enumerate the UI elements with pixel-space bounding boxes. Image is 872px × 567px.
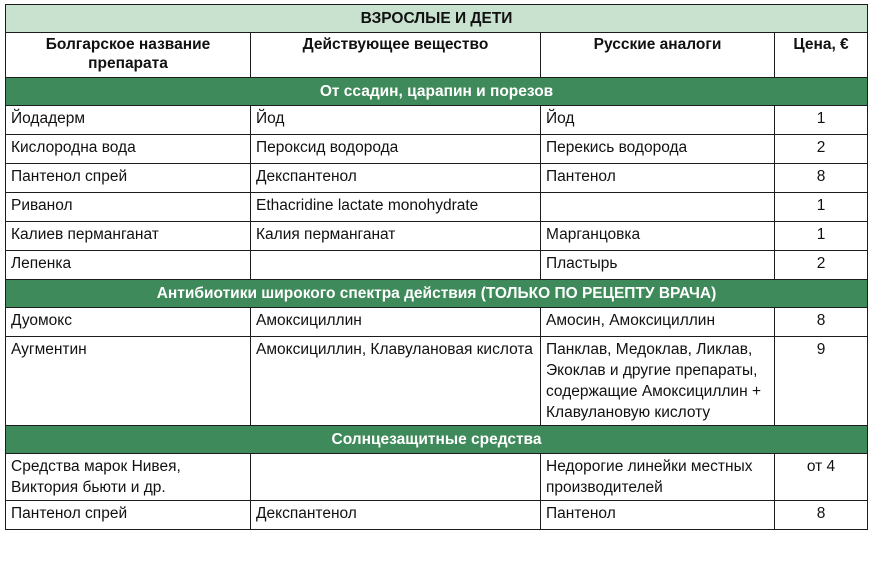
- cell-price: 8: [775, 164, 868, 193]
- table-title: ВЗРОСЛЫЕ И ДЕТИ: [6, 5, 868, 33]
- cell-bulgarian: Дуомокс: [6, 308, 251, 337]
- cell-substance: Ethacridine lactate monohydrate: [251, 193, 541, 222]
- header-bulgarian-name: Болгарское название препарата: [6, 33, 251, 78]
- cell-price: 1: [775, 106, 868, 135]
- cell-bulgarian: Аугментин: [6, 337, 251, 426]
- table-row: [6, 135, 868, 164]
- table-row: [6, 308, 868, 337]
- cell-substance: Декспантенол: [251, 501, 541, 530]
- cell-price: 1: [775, 222, 868, 251]
- cell-russian: Марганцовка: [541, 222, 775, 251]
- cell-russian: Перекись водорода: [541, 135, 775, 164]
- table-title-row: [6, 5, 868, 33]
- table-row: [6, 164, 868, 193]
- cell-bulgarian: Пантенол спрей: [6, 501, 251, 530]
- section-title: Антибиотики широкого спектра действия (ТОЛЬКО ПО РЕЦЕПТУ ВРАЧА): [6, 280, 868, 308]
- cell-russian: Недорогие линейки местных производителей: [541, 454, 775, 501]
- cell-substance: [251, 251, 541, 280]
- cell-bulgarian: Лепенка: [6, 251, 251, 280]
- medicine-table: [5, 4, 868, 530]
- cell-bulgarian: Средства марок Нивея, Виктория бьюти и др.: [6, 454, 251, 501]
- cell-russian: Пантенол: [541, 164, 775, 193]
- section-title: Солнцезащитные средства: [6, 426, 868, 454]
- cell-price: 8: [775, 308, 868, 337]
- section-row-antibiotics: [6, 280, 868, 308]
- cell-substance: Амоксициллин: [251, 308, 541, 337]
- header-price: Цена, €: [775, 33, 868, 78]
- cell-russian: Панклав, Медоклав, Ликлав, Экоклав и другие препараты, содержащие Амоксициллин + Клавулановую кислоту: [541, 337, 775, 426]
- table-row: [6, 251, 868, 280]
- cell-price: от 4: [775, 454, 868, 501]
- cell-russian: Йод: [541, 106, 775, 135]
- cell-price: 8: [775, 501, 868, 530]
- header-active-substance: Действующее вещество: [251, 33, 541, 78]
- cell-substance: [251, 454, 541, 501]
- table-row: [6, 193, 868, 222]
- cell-price: 9: [775, 337, 868, 426]
- cell-price: 1: [775, 193, 868, 222]
- table-row: [6, 454, 868, 501]
- cell-substance: Калия перманганат: [251, 222, 541, 251]
- cell-substance: Декспантенол: [251, 164, 541, 193]
- cell-price: 2: [775, 251, 868, 280]
- cell-russian: Пантенол: [541, 501, 775, 530]
- cell-russian: Амосин, Амоксициллин: [541, 308, 775, 337]
- cell-substance: Йод: [251, 106, 541, 135]
- cell-russian: Пластырь: [541, 251, 775, 280]
- table-row: [6, 501, 868, 530]
- table-row: [6, 337, 868, 426]
- table-row: [6, 106, 868, 135]
- cell-bulgarian: Калиев перманганат: [6, 222, 251, 251]
- cell-price: 2: [775, 135, 868, 164]
- column-header-row: [6, 33, 868, 78]
- section-row-wounds: [6, 78, 868, 106]
- cell-russian: [541, 193, 775, 222]
- cell-substance: Амоксициллин, Клавулановая кислота: [251, 337, 541, 426]
- cell-bulgarian: Пантенол спрей: [6, 164, 251, 193]
- cell-bulgarian: Риванол: [6, 193, 251, 222]
- header-russian-analogs: Русские аналоги: [541, 33, 775, 78]
- section-row-sunscreen: [6, 426, 868, 454]
- cell-bulgarian: Йодадерм: [6, 106, 251, 135]
- cell-substance: Пероксид водорода: [251, 135, 541, 164]
- cell-bulgarian: Кислородна вода: [6, 135, 251, 164]
- table-row: [6, 222, 868, 251]
- section-title: От ссадин, царапин и порезов: [6, 78, 868, 106]
